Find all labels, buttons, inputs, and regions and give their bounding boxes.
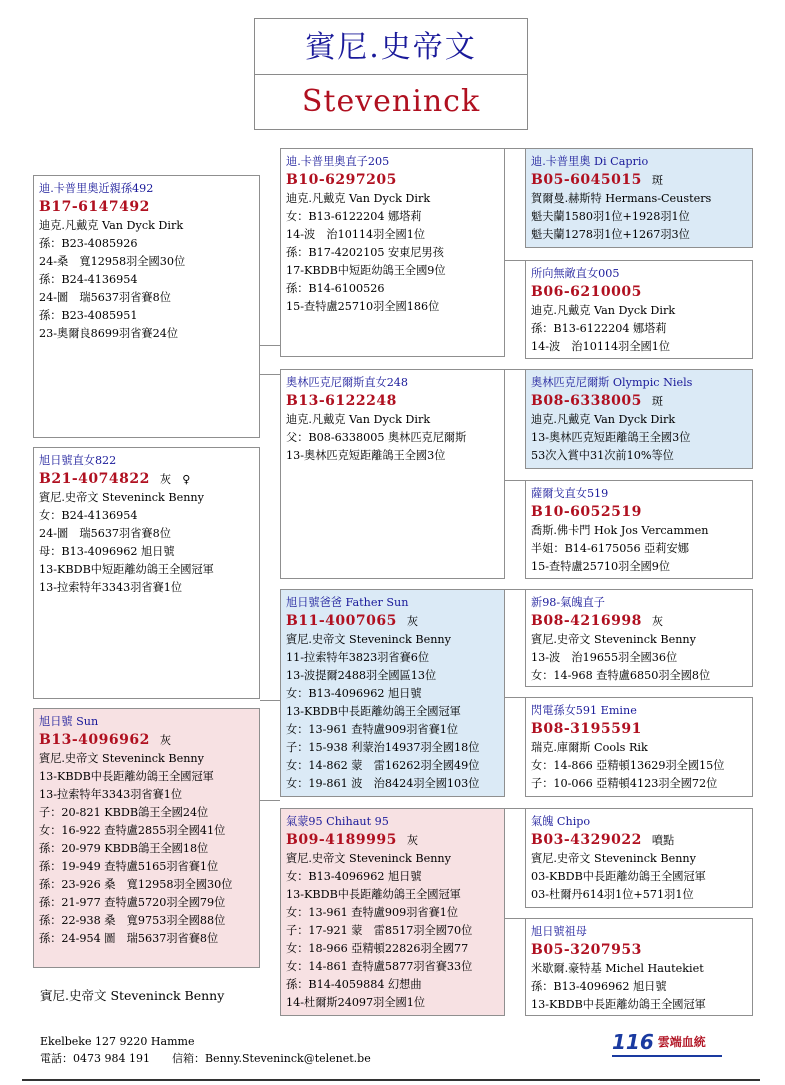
detail-line: 賓尼.史帝文 Steveninck Benny: [286, 633, 451, 646]
pigeon-name: 奧林匹克尼爾斯直女248: [286, 376, 409, 389]
pigeon-details: [531, 739, 752, 793]
pigeon-card-dam-sire[interactable]: [33, 708, 260, 968]
pigeon-card-dds[interactable]: [525, 808, 753, 908]
detail-line: 孫：B24-4136954: [39, 273, 138, 286]
detail-line: 13-波提爾2488羽全國區13位: [286, 669, 437, 682]
pigeon-name: 閃電孫女591 Emine: [531, 704, 637, 717]
detail-line: 13-KBDB中短距離幼鴿王全國冠軍: [39, 563, 214, 576]
connector: [505, 697, 525, 698]
owner-name-chinese: 賓尼.史帝文: [255, 19, 527, 75]
detail-line: 瑞克.庫爾斯 Cools Rik: [531, 741, 648, 754]
footer-divider: [22, 1079, 760, 1081]
detail-line: 15-查特盧25710羽全國9位: [531, 560, 671, 573]
detail-line: 女：16-922 查特盧2855羽全國41位: [39, 824, 226, 837]
detail-line: 子：10-066 亞精頓4123羽全國72位: [531, 777, 718, 790]
connector: [260, 374, 280, 375]
detail-line: 女：14-861 查特盧5877羽省賽33位: [286, 960, 473, 973]
detail-line: 03-KBDB中長距離幼鴿王全國冠軍: [531, 870, 706, 883]
detail-line: 半姐：B14-6175056 亞莉安娜: [531, 542, 689, 555]
detail-line: 子：20-821 KBDB鴿王全國24位: [39, 806, 209, 819]
connector: [260, 800, 280, 801]
detail-line: 17-KBDB中短距幼鴿王全國9位: [286, 264, 446, 277]
pigeon-name: 奧林匹克尼爾斯 Olympic Niels: [531, 376, 693, 389]
ring-number: B05-3207953: [531, 942, 642, 958]
pigeon-details: [531, 411, 752, 465]
ring-number: B13-4096962 灰: [39, 732, 172, 748]
detail-line: 父：B08-6338005 奧林匹克尼爾斯: [286, 431, 467, 444]
pigeon-card-dam[interactable]: [33, 447, 260, 699]
detail-line: 13-拉索特年3343羽省賽1位: [39, 788, 183, 801]
ring-number: B08-6338005 斑: [531, 393, 664, 409]
detail-line: 女：13-961 查特盧909羽省賽1位: [286, 723, 459, 736]
detail-line: 03-杜爾丹614羽1位+571羽1位: [531, 888, 694, 901]
pigeon-name: 薩爾戈直女519: [531, 487, 609, 500]
detail-line: 女：18-966 亞精頓22826羽全國77: [286, 942, 469, 955]
detail-line: 23-奧爾良8699羽省賽24位: [39, 327, 179, 340]
contact-block: [40, 1033, 371, 1067]
pigeon-name: 迪.卡普里奧直子205: [286, 155, 390, 168]
detail-line: 子：17-921 蒙 雷8517羽全國70位: [286, 924, 473, 937]
pigeon-details: [531, 631, 752, 685]
pigeon-card-sire-sire[interactable]: [280, 148, 505, 357]
detail-line: 女：14-866 亞精頓13629羽全國15位: [531, 759, 725, 772]
logo-underline: [612, 1055, 722, 1057]
detail-line: 13-KBDB中長距離幼鴿王全國冠軍: [531, 998, 706, 1011]
pigeon-card-sire-dam[interactable]: [280, 369, 505, 579]
owner-name-english: Steveninck: [301, 84, 481, 119]
ring-number: B05-6045015 斑: [531, 172, 664, 188]
detail-line: 53次入賞中31次前10%等位: [531, 449, 674, 462]
pigeon-details: [39, 750, 259, 948]
detail-line: 13-奧林匹克短距離鴿王全國3位: [286, 449, 446, 462]
detail-line: 15-查特盧25710羽全國186位: [286, 300, 440, 313]
pigeon-details: [531, 850, 752, 904]
detail-line: 孫：B23-4085951: [39, 309, 138, 322]
ring-number: B03-4329022 噴點: [531, 832, 675, 848]
ring-number: B10-6297205: [286, 172, 397, 188]
detail-line: 24-圖 瑞5637羽省賽8位: [39, 527, 171, 540]
detail-line: 女：14-862 蒙 雷16262羽全國49位: [286, 759, 480, 772]
detail-line: 14-波 治10114羽全國1位: [531, 340, 671, 353]
pigeon-details: [286, 411, 504, 465]
detail-line: 賀爾曼.赫斯特 Hermans-Ceusters: [531, 192, 712, 205]
detail-line: 魁夫蘭1580羽1位+1928羽1位: [531, 210, 690, 223]
detail-line: 魁夫蘭1278羽1位+1267羽3位: [531, 228, 690, 241]
pigeon-details: [286, 631, 504, 793]
logo-number: 116: [612, 1030, 654, 1054]
detail-line: 女：19-861 波 治8424羽全國103位: [286, 777, 480, 790]
pigeon-card-ssd[interactable]: [525, 260, 753, 359]
pigeon-details: [531, 190, 752, 244]
detail-line: 女：13-961 查特盧909羽省賽1位: [286, 906, 459, 919]
pigeon-details: [531, 960, 752, 1014]
detail-line: 孫：B13-4096962 旭日號: [531, 980, 667, 993]
title-box: [254, 18, 528, 130]
contact-info: 電話：0473 984 191 信箱：Benny.Steveninck@telenet.be: [40, 1052, 371, 1065]
pigeon-details: [39, 217, 259, 343]
detail-line: 13-KBDB中長距離幼鴿王全國冠軍: [286, 888, 461, 901]
pigeon-card-sds[interactable]: [525, 369, 753, 469]
pigeon-card-sdd[interactable]: [525, 480, 753, 579]
detail-line: 孫：B23-4085926: [39, 237, 138, 250]
pigeon-name: 氣魄 Chipo: [531, 815, 591, 828]
ring-number: B08-3195591: [531, 721, 642, 737]
pigeon-name: 所向無敵直女005: [531, 267, 620, 280]
connector: [505, 480, 525, 481]
detail-line: 孫：22-938 桑 寬9753羽全國88位: [39, 914, 226, 927]
detail-line: 子：15-938 利蒙治14937羽全國18位: [286, 741, 480, 754]
pigeon-card-dss[interactable]: [525, 589, 753, 687]
ring-number: B17-6147492: [39, 199, 150, 215]
detail-line: 孫：B13-6122204 娜塔莉: [531, 322, 667, 335]
detail-line: 母：B13-4096962 旭日號: [39, 545, 175, 558]
ring-number: B06-6210005: [531, 284, 642, 300]
detail-line: 孫：B14-6100526: [286, 282, 385, 295]
detail-line: 賓尼.史帝文 Steveninck Benny: [39, 491, 204, 504]
connector: [505, 808, 525, 809]
detail-line: 孫：B17-4202105 安東尼男孩: [286, 246, 444, 259]
pigeon-card-dam-dam[interactable]: [280, 808, 505, 1016]
detail-line: 14-杜爾斯24097羽全國1位: [286, 996, 426, 1009]
detail-line: 女：14-968 查特盧6850羽全國8位: [531, 669, 711, 682]
detail-line: 13-KBDB中長距離幼鴿王全國冠軍: [286, 705, 461, 718]
pigeon-name: 旭日號直女822: [39, 454, 117, 467]
connector: [505, 260, 525, 261]
detail-line: 11-拉索特年3823羽省賽6位: [286, 651, 430, 664]
detail-line: 13-拉索特年3343羽省賽1位: [39, 581, 183, 594]
detail-line: 24-圖 瑞5637羽省賽8位: [39, 291, 171, 304]
ring-number: B08-4216998 灰: [531, 613, 664, 629]
pigeon-name: 氣蒙95 Chihaut 95: [286, 815, 389, 828]
detail-line: 賓尼.史帝文 Steveninck Benny: [286, 852, 451, 865]
logo-text: 雲端血統: [657, 1035, 706, 1049]
detail-line: 迪克.凡戴克 Van Dyck Dirk: [531, 413, 676, 426]
detail-line: 24-桑 寬12958羽全國30位: [39, 255, 186, 268]
detail-line: 賓尼.史帝文 Steveninck Benny: [39, 752, 204, 765]
detail-line: 迪克.凡戴克 Van Dyck Dirk: [286, 413, 431, 426]
detail-line: 迪克.凡戴克 Van Dyck Dirk: [531, 304, 676, 317]
pigeon-card-dam-sire-sire[interactable]: [280, 589, 505, 797]
detail-line: 賓尼.史帝文 Steveninck Benny: [531, 633, 696, 646]
detail-line: 孫：20-979 KBDB鴿王全國18位: [39, 842, 209, 855]
pigeon-card-dsd[interactable]: [525, 697, 753, 797]
pigeon-card-subject[interactable]: [33, 175, 260, 438]
ring-number: B13-6122248: [286, 393, 397, 409]
detail-line: 米歇爾.豪特基 Michel Hautekiet: [531, 962, 704, 975]
pigeon-name: 旭日號祖母: [531, 925, 587, 938]
ring-number: B09-4189995 灰: [286, 832, 419, 848]
detail-line: 孫：24-954 圖 瑞5637羽省賽8位: [39, 932, 219, 945]
detail-line: 13-奧林匹克短距離鴿王全國3位: [531, 431, 691, 444]
detail-line: 13-波 治19655羽全國36位: [531, 651, 678, 664]
detail-line: 迪克.凡戴克 Van Dyck Dirk: [286, 192, 431, 205]
connector: [505, 918, 525, 919]
detail-line: 14-波 治10114羽全國1位: [286, 228, 426, 241]
connector: [505, 148, 525, 149]
pigeon-details: [286, 850, 504, 1012]
detail-line: 女：B13-4096962 旭日號: [286, 687, 422, 700]
address: Ekelbeke 127 9220 Hamme: [40, 1035, 195, 1048]
connector: [260, 700, 280, 701]
detail-line: 孫：B14-4059884 幻想曲: [286, 978, 422, 991]
connector: [260, 345, 280, 346]
pigeon-card-ddd[interactable]: [525, 918, 753, 1016]
detail-line: 孫：21-977 查特盧5720羽全國79位: [39, 896, 226, 909]
breeder-signature: 賓尼.史帝文 Steveninck Benny: [40, 988, 225, 1003]
detail-line: 賓尼.史帝文 Steveninck Benny: [531, 852, 696, 865]
pigeon-details: [531, 302, 752, 356]
connector: [505, 589, 525, 590]
detail-line: 13-KBDB中長距離幼鴿王全國冠軍: [39, 770, 214, 783]
pigeon-name: 旭日號 Sun: [39, 715, 99, 728]
detail-line: 孫：23-926 桑 寬12958羽全國30位: [39, 878, 233, 891]
pigeon-name: 迪.卡普里奧 Di Caprio: [531, 155, 649, 168]
detail-line: 迪克.凡戴克 Van Dyck Dirk: [39, 219, 184, 232]
pigeon-details: [286, 190, 504, 316]
pigeon-card-sss[interactable]: [525, 148, 753, 248]
detail-line: 喬斯.佛卡門 Hok Jos Vercammen: [531, 524, 709, 537]
detail-line: 女：B24-4136954: [39, 509, 138, 522]
pigeon-name: 新98-氣魄直子: [531, 596, 605, 609]
pigeon-details: [39, 489, 259, 597]
pigeon-details: [531, 522, 752, 576]
connector: [505, 369, 525, 370]
detail-line: 女：B13-6122204 娜塔莉: [286, 210, 422, 223]
ring-number: B10-6052519: [531, 504, 642, 520]
detail-line: 女：B13-4096962 旭日號: [286, 870, 422, 883]
pigeon-name: 迪.卡普里奧近親孫492: [39, 182, 154, 195]
ring-number: B21-4074822 灰 ♀: [39, 471, 191, 487]
pigeon-name: 旭日號爸爸 Father Sun: [286, 596, 409, 609]
ring-number: B11-4007065 灰: [286, 613, 419, 629]
site-logo: [612, 1030, 706, 1054]
detail-line: 孫：19-949 查特盧5165羽省賽1位: [39, 860, 219, 873]
